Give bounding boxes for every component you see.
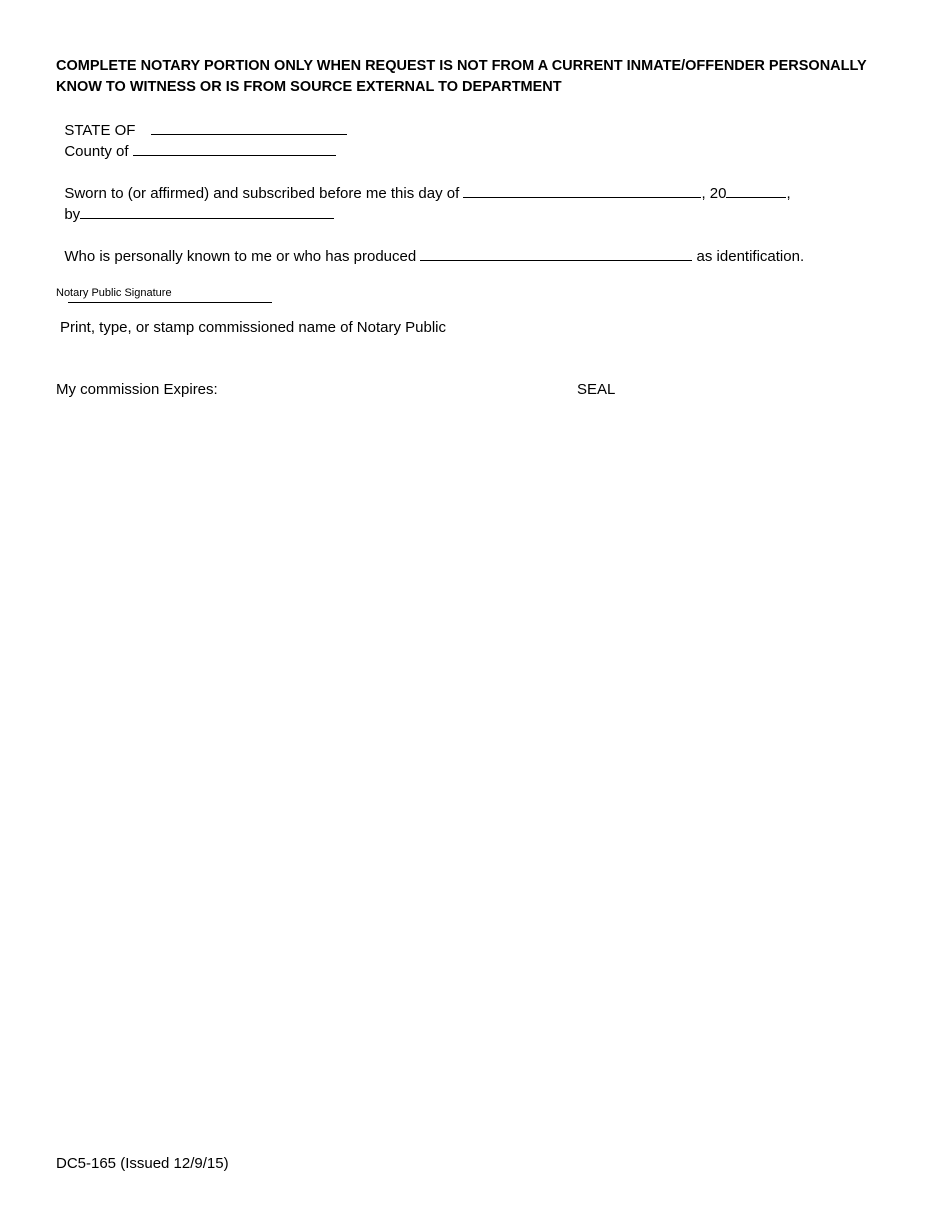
heading-line-2: KNOW TO WITNESS OR IS FROM SOURCE EXTERNAL TO DEPARTMENT	[56, 79, 562, 95]
by-field[interactable]	[80, 203, 334, 219]
year-field[interactable]	[726, 182, 786, 198]
sworn-text: Sworn to (or affirmed) and subscribed before me this day of	[64, 185, 460, 202]
by-row	[56, 182, 334, 225]
county-label: County of	[64, 143, 129, 160]
heading-line-1: COMPLETE NOTARY PORTION ONLY WHEN REQUEST IS NOT FROM A CURRENT INMATE/OFFENDER PERSONALLY	[56, 58, 867, 74]
seal-label: SEAL	[577, 381, 616, 398]
identification-field[interactable]	[420, 245, 692, 261]
form-id: DC5-165 (Issued 12/9/15)	[56, 1155, 229, 1172]
county-field[interactable]	[133, 140, 336, 156]
identification-suffix: as identification.	[696, 248, 805, 265]
by-label: by	[64, 206, 81, 223]
year-prefix: , 20	[701, 185, 727, 202]
identification-text: Who is personally known to me or who has produced	[64, 248, 417, 265]
print-name-label: Print, type, or stamp commissioned name of Notary Public	[60, 319, 446, 336]
county-row	[56, 119, 336, 162]
sworn-date-field[interactable]	[463, 182, 701, 198]
commission-label: My commission Expires:	[56, 381, 218, 398]
notary-heading	[56, 56, 876, 98]
sworn-suffix: ,	[786, 185, 791, 202]
state-label: STATE OF	[64, 122, 136, 139]
signature-label: Notary Public Signature	[56, 287, 172, 299]
identification-row	[56, 224, 804, 267]
